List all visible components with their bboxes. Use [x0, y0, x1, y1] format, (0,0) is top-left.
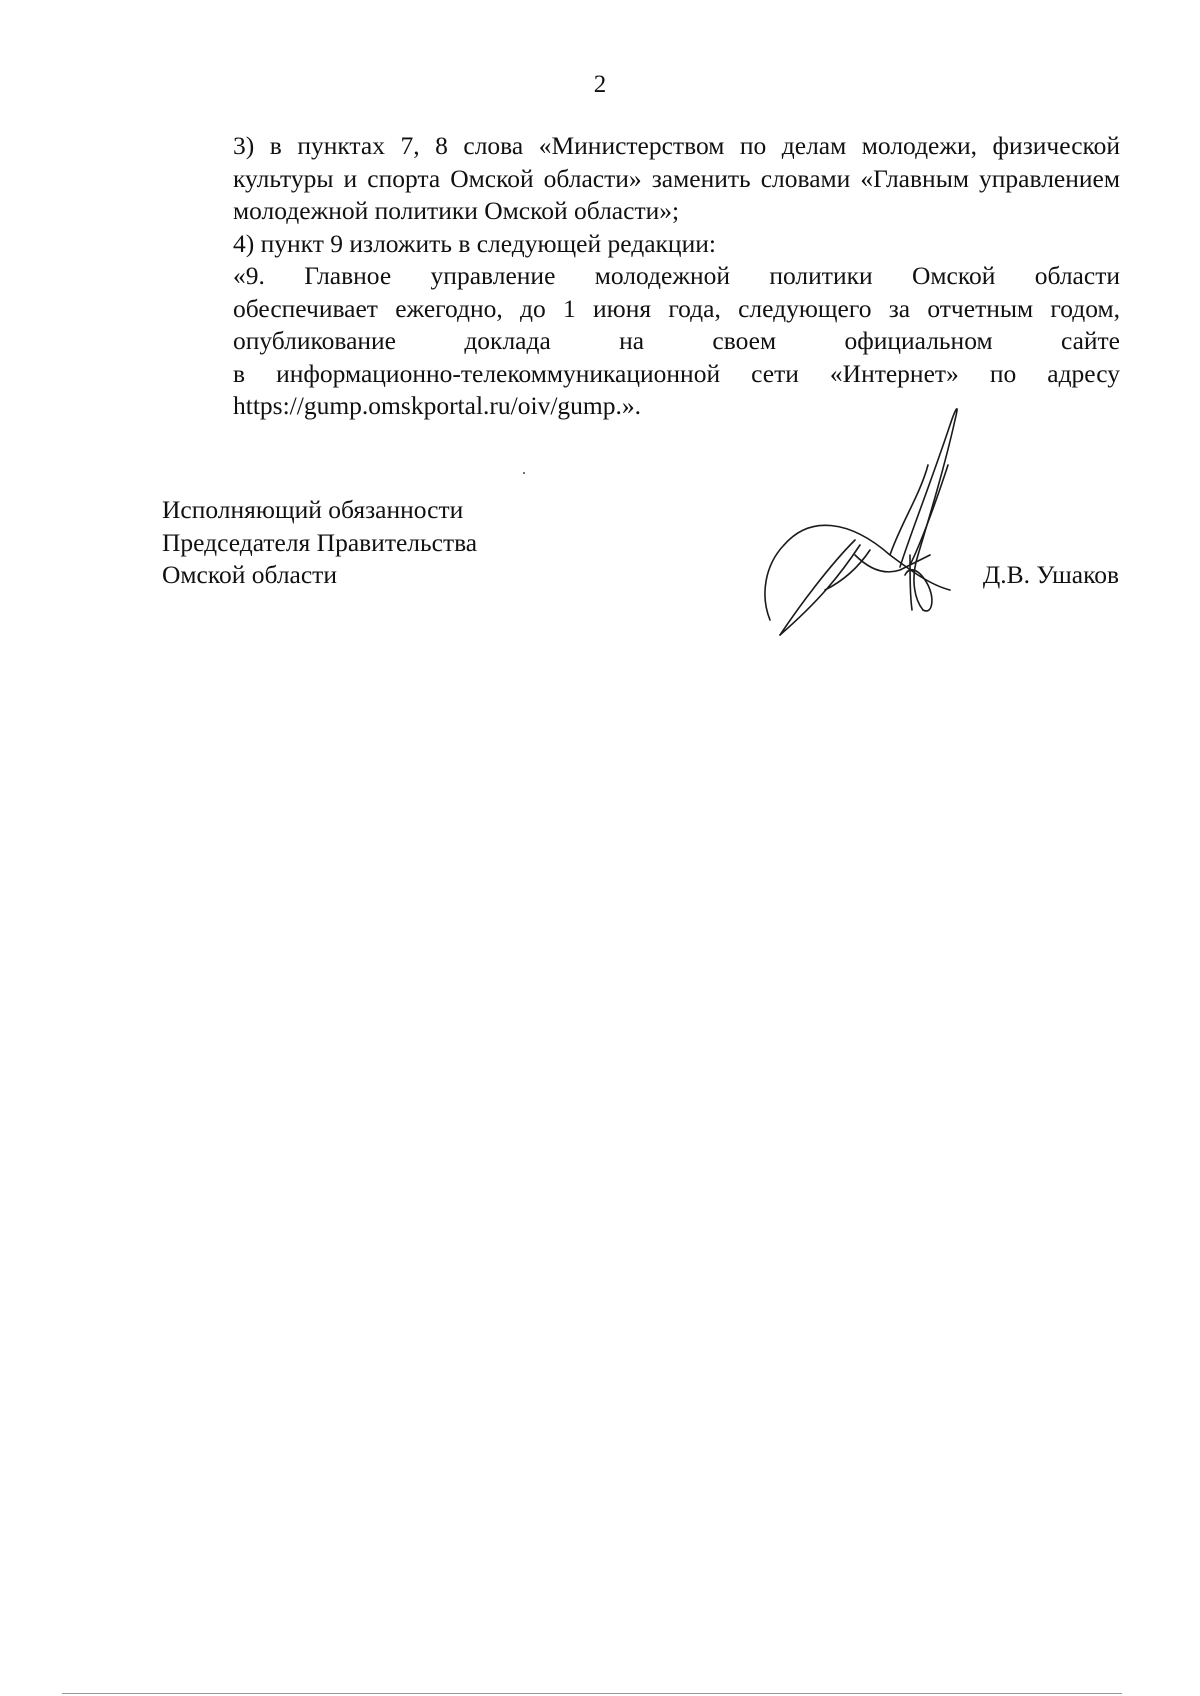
item-4-intro: 4) пункт 9 изложить в следующей редакции: [233, 228, 716, 258]
quote-line-3: опубликование доклада на своем официальном сайте [233, 326, 1120, 355]
scan-speck [523, 472, 525, 474]
item-4-paragraph [162, 228, 1120, 261]
position-line-2: Председателя Правительства [162, 527, 478, 557]
scan-edge-line [62, 1693, 1122, 1694]
quote-line-5-url: https://gump.omskportal.ru/oiv/gump.». [233, 391, 641, 420]
quote-line-2: обеспечивает ежегодно, до 1 июня года, следующего за отчетным годом, [233, 293, 1120, 323]
signatory-position [162, 494, 477, 592]
item-3-line-1: 3) в пунктах 7, 8 слова «Министерством по делам молодежи, физической [233, 131, 1120, 160]
position-line-3: Омской области [162, 560, 337, 589]
quote-line-1: «9. Главное управление молодежной политики Омской области [233, 261, 1120, 290]
page-number: 2 [593, 71, 607, 98]
handwritten-signature [760, 405, 1010, 705]
document-body [162, 130, 1120, 423]
position-line-1: Исполняющий обязанности [162, 495, 464, 524]
quoted-item-9-paragraph [162, 260, 1120, 423]
item-3-paragraph [162, 130, 1120, 228]
item-3-line-3: молодежной политики Омской области»; [233, 196, 680, 225]
signer-name: Д.В. Ушаков [982, 560, 1119, 589]
quote-line-4: в информационно-телекоммуникационной сети «Интернет» по адресу [233, 358, 1120, 388]
item-3-line-2: культуры и спорта Омской области» заменить словами «Главным управлением [233, 163, 1120, 193]
